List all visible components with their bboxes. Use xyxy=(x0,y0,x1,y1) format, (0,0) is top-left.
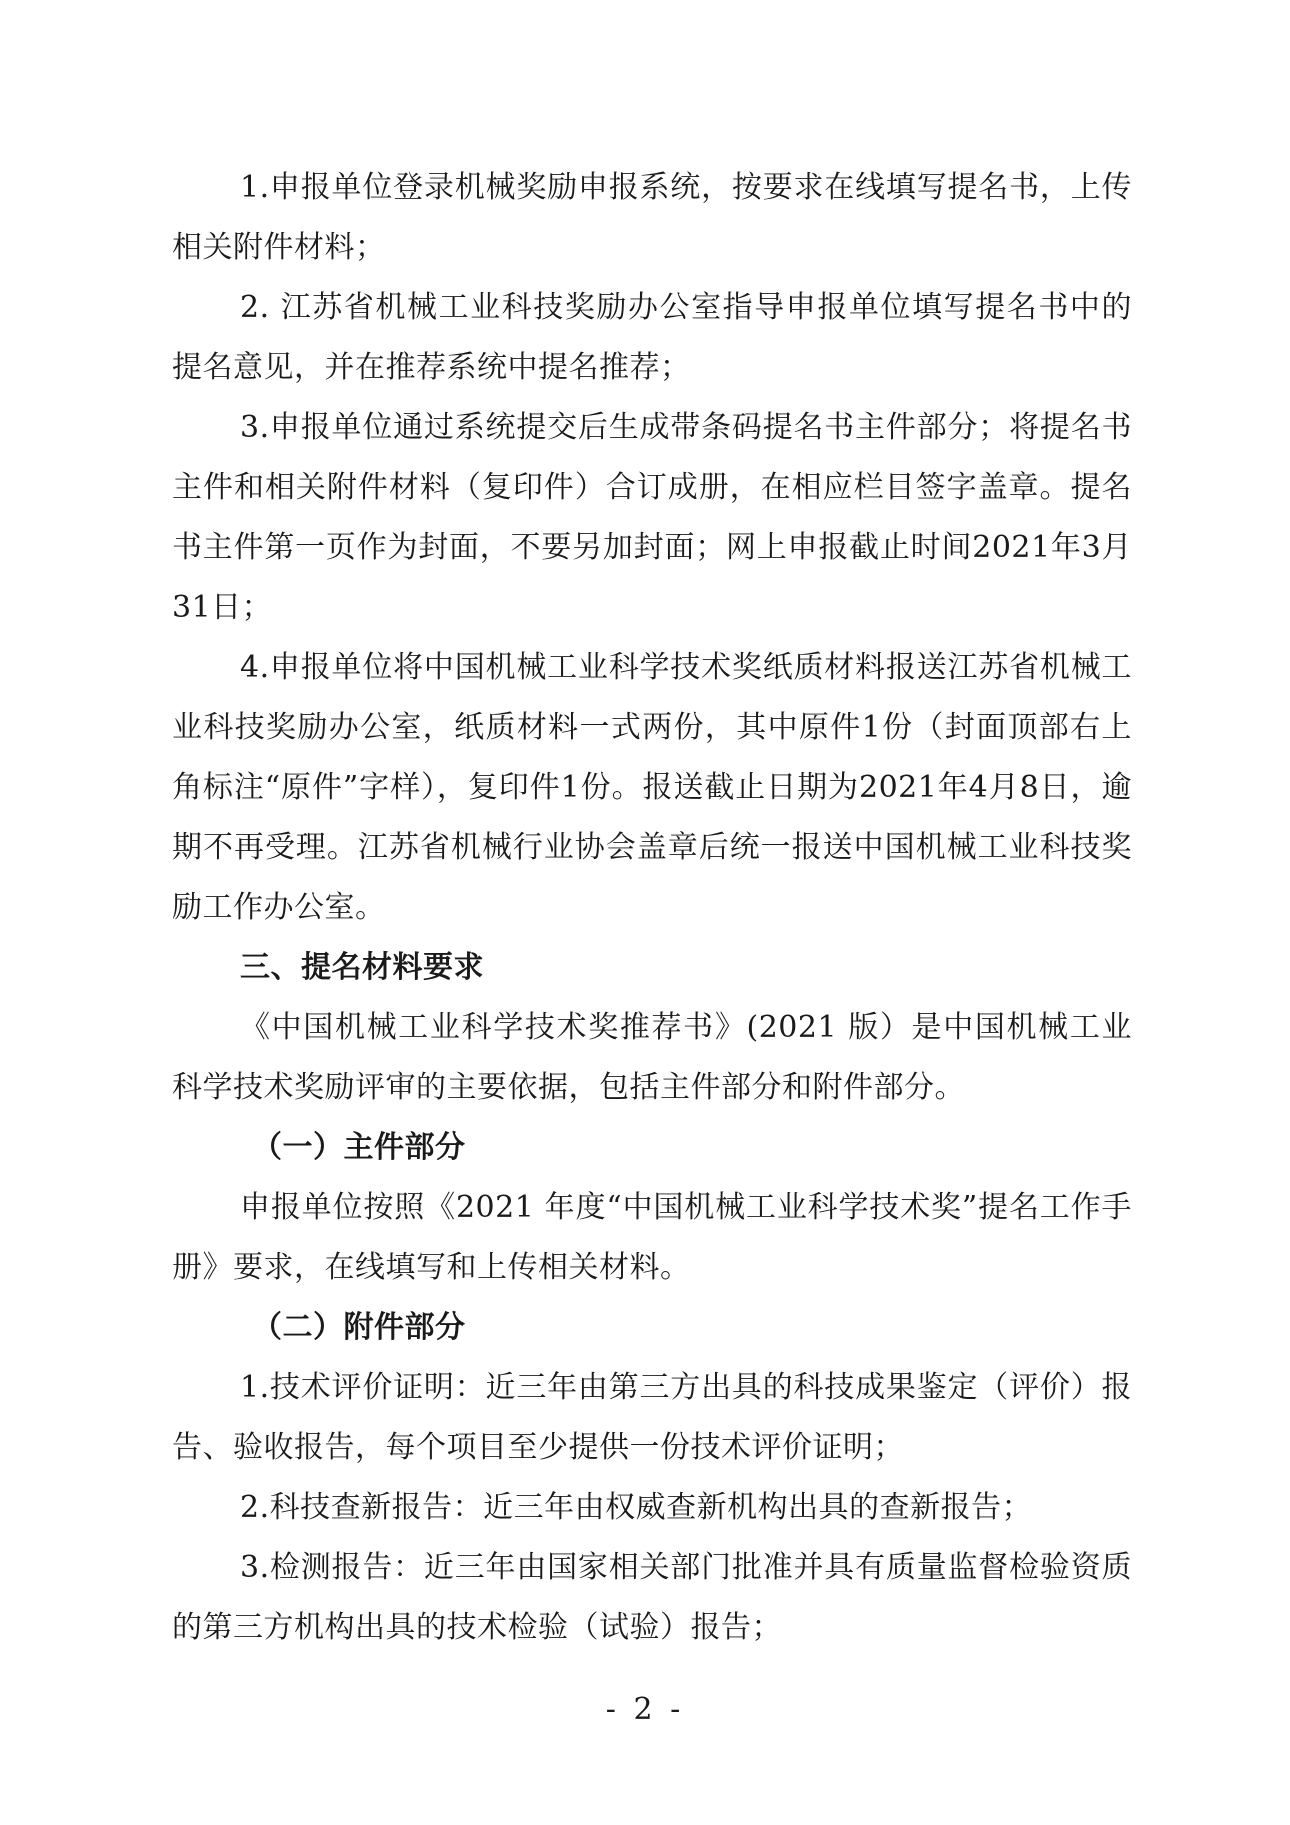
attachment-item-1: 1.技术评价证明：近三年由第三方出具的科技成果鉴定（评价）报告、验收报告，每个项目至少提供一份技术评价证明； xyxy=(172,1370,1132,1465)
subsection-heading-attachments: （二）附件部分 xyxy=(252,1310,466,1345)
subsection-main-text: 申报单位按照《2021 年度“中国机械工业科学技术奖”提名工作手册》要求，在线填写和上传相关材料。 xyxy=(172,1190,1132,1285)
paragraph-step-3: 3.申报单位通过系统提交后生成带条码提名书主件部分；将提名书主件和相关附件材料（复印件）合订成册，在相应栏目签字盖章。提名书主件第一页作为封面，不要另加封面；网上申报截止时间2021年3月31日； xyxy=(172,410,1132,625)
paragraph-step-2: 2. 江苏省机械工业科技奖励办公室指导申报单位填写提名书中的提名意见，并在推荐系统中提名推荐； xyxy=(172,290,1132,385)
section-3-intro: 《中国机械工业科学技术奖推荐书》(2021 版）是中国机械工业科学技术奖励评审的主要依据，包括主件部分和附件部分。 xyxy=(172,1010,1132,1105)
section-heading-3: 三、提名材料要求 xyxy=(240,950,484,985)
paragraph-step-4: 4.申报单位将中国机械工业科学技术奖纸质材料报送江苏省机械工业科技奖励办公室，纸质材料一式两份，其中原件1份（封面顶部右上角标注“原件”字样），复印件1份。报送截止日期为2021年4月8日，逾期不再受理。江苏省机械行业协会盖章后统一报送中国机械工业科技奖励工作办公室。 xyxy=(172,650,1132,925)
attachment-item-2: 2.科技查新报告：近三年由权威查新机构出具的查新报告； xyxy=(240,1490,1033,1525)
attachment-item-3: 3.检测报告：近三年由国家相关部门批准并具有质量监督检验资质的第三方机构出具的技术检验（试验）报告； xyxy=(172,1550,1132,1645)
document-body xyxy=(172,158,1132,1658)
page-number: - 2 - xyxy=(605,1692,685,1727)
paragraph-step-1: 1.申报单位登录机械奖励申报系统，按要求在线填写提名书，上传相关附件材料； xyxy=(172,170,1132,265)
subsection-heading-main: （一）主件部分 xyxy=(252,1130,466,1165)
